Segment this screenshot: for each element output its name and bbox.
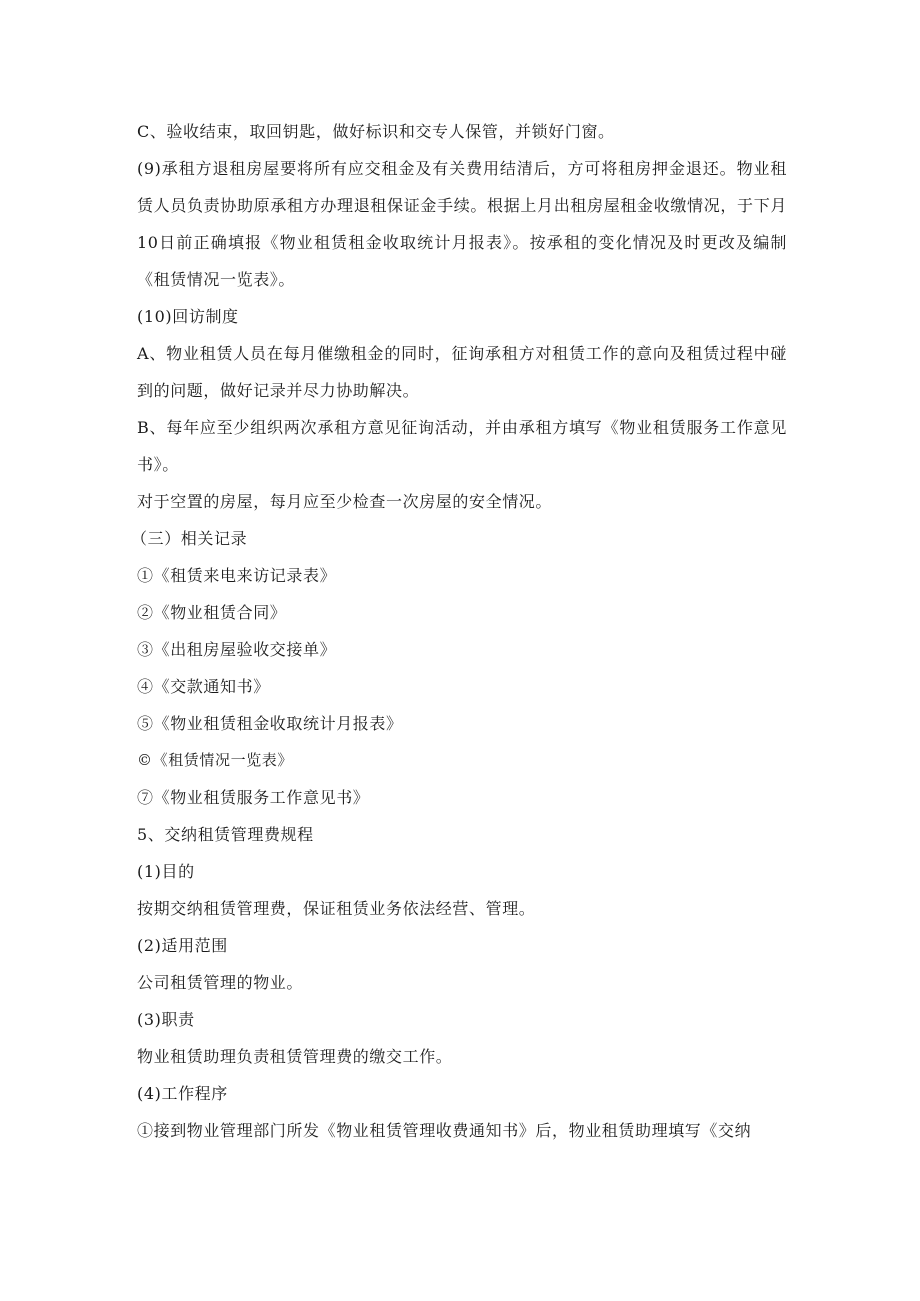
paragraph-responsibility: 物业租赁助理负责租赁管理费的缴交工作。 — [137, 1047, 453, 1066]
paragraph-vacant-inspection: 对于空置的房屋，每月应至少检查一次房屋的安全情况。 — [137, 492, 553, 511]
record-item-5: ⑤《物业租赁租金收取统计月报表》 — [137, 714, 403, 733]
record-item-6: ©《租赁情况一览表》 — [137, 751, 294, 769]
heading-responsibility: (3)职责 — [137, 1010, 195, 1029]
heading-related-records: （三）相关记录 — [131, 529, 248, 548]
record-item-4: ④《交款通知书》 — [137, 677, 270, 696]
paragraph-purpose: 按期交纳租赁管理费，保证租赁业务依法经营、管理。 — [137, 899, 536, 918]
record-item-7: ⑦《物业租赁服务工作意见书》 — [137, 788, 370, 807]
paragraph-annual-survey: B、每年应至少组织两次承租方意见征询活动，并由承租方填写《物业租赁服务工作意见书》。 — [137, 418, 787, 474]
paragraph-inspection-end: C、验收结束，取回钥匙，做好标识和交专人保管，并锁好门窗。 — [137, 122, 615, 141]
paragraph-scope: 公司租赁管理的物业。 — [137, 973, 304, 992]
heading-scope: (2)适用范围 — [137, 936, 228, 955]
heading-follow-up-system: (10)回访制度 — [137, 307, 239, 326]
heading-purpose: (1)目的 — [137, 862, 195, 881]
paragraph-lease-termination: (9)承租方退租房屋要将所有应交租金及有关费用结清后，方可将租房押金退还。物业租赁人员负责协助原承租方办理退租保证金手续。根据上月出租房屋租金收缴情况，于下月10日前正确填报《物业租赁租金收取统计月报表》。按承租的变化情况及时更改及编制《租赁情况一览表》。 — [137, 159, 787, 289]
heading-work-procedure: (4)工作程序 — [137, 1084, 228, 1103]
paragraph-procedure-step-1: ①接到物业管理部门所发《物业租赁管理收费通知书》后，物业租赁助理填写《交纳 — [137, 1121, 752, 1140]
record-item-1: ①《租赁来电来访记录表》 — [137, 566, 337, 585]
heading-management-fee-procedure: 5、交纳租赁管理费规程 — [137, 825, 314, 844]
record-item-2: ②《物业租赁合同》 — [137, 603, 287, 622]
document-body — [131, 113, 787, 1149]
paragraph-monthly-inquiry: A、物业租赁人员在每月催缴租金的同时，征询承租方对租赁工作的意向及租赁过程中碰到的问题，做好记录并尽力协助解决。 — [137, 344, 787, 400]
record-item-3: ③《出租房屋验收交接单》 — [137, 640, 337, 659]
